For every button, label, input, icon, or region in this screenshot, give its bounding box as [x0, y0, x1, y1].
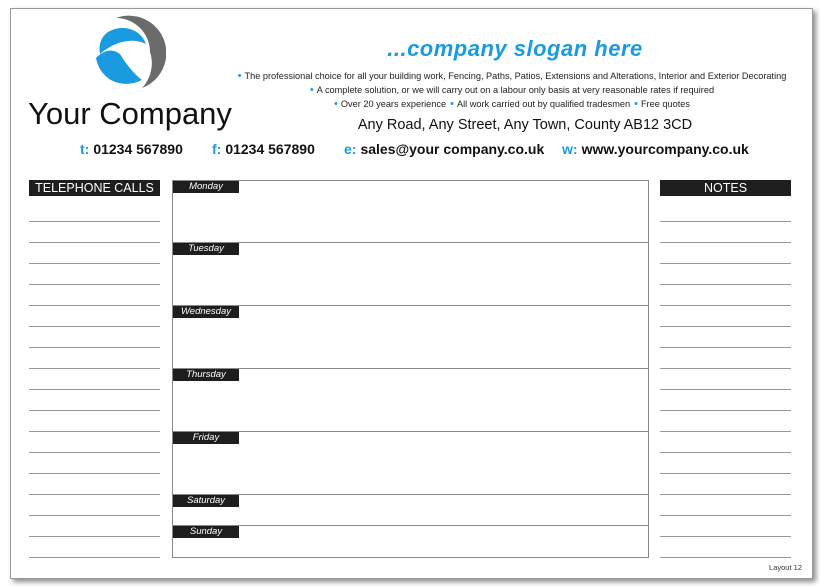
bullet-text: Free quotes	[640, 99, 690, 109]
telephone-line[interactable]	[29, 410, 160, 411]
bullet-text: The professional choice for all your building work, Fencing, Paths, Patios, Extensions and Alterations, Interior and Exterior Decorating	[244, 71, 787, 81]
notes-line[interactable]	[660, 473, 791, 474]
company-logo-icon	[86, 14, 166, 94]
notes-header: NOTES	[660, 180, 791, 196]
notes-line[interactable]	[660, 242, 791, 243]
telephone-line[interactable]	[29, 536, 160, 537]
day-box-friday[interactable]	[173, 432, 648, 495]
company-name: Your Company	[28, 96, 232, 131]
bullet-text: All work carried out by qualified tradesmen	[456, 99, 631, 109]
telephone-line[interactable]	[29, 515, 160, 516]
telephone-line[interactable]	[29, 557, 160, 558]
notes-line[interactable]	[660, 263, 791, 264]
fax-number: 01234 567890	[225, 141, 315, 157]
day-box-thursday[interactable]	[173, 369, 648, 432]
telephone-line[interactable]	[29, 326, 160, 327]
notes-line[interactable]	[660, 389, 791, 390]
bullet-text: Over 20 years experience	[340, 99, 447, 109]
telephone-line[interactable]	[29, 305, 160, 306]
fax-contact	[212, 141, 315, 157]
email-address: sales@your company.co.uk	[360, 141, 545, 157]
telephone-line[interactable]	[29, 473, 160, 474]
website-contact	[562, 141, 749, 157]
telephone-line[interactable]	[29, 242, 160, 243]
notes-line[interactable]	[660, 536, 791, 537]
telephone-line[interactable]	[29, 452, 160, 453]
week-planner	[172, 180, 649, 558]
web-key: w:	[562, 141, 578, 157]
notes-line[interactable]	[660, 452, 791, 453]
bullet-line-2: • A complete solution, or we will carry out on a labour only basis at very reasonable rates if required	[309, 84, 715, 96]
notes-line[interactable]	[660, 515, 791, 516]
telephone-contact	[80, 141, 183, 157]
tel-key: t:	[80, 141, 90, 157]
telephone-line[interactable]	[29, 221, 160, 222]
notes-line[interactable]	[660, 347, 791, 348]
email-key: e:	[344, 141, 357, 157]
bullet-line-1: • The professional choice for all your building work, Fencing, Paths, Patios, Extensions and Alterations, Interior and Exterior Decorating	[237, 70, 787, 82]
notes-line[interactable]	[660, 284, 791, 285]
telephone-calls-header: TELEPHONE CALLS	[29, 180, 160, 196]
telephone-line[interactable]	[29, 263, 160, 264]
email-contact	[344, 141, 544, 157]
telephone-line[interactable]	[29, 494, 160, 495]
notes-line[interactable]	[660, 221, 791, 222]
website-url: www.yourcompany.co.uk	[581, 141, 749, 157]
notes-line[interactable]	[660, 368, 791, 369]
day-box-monday[interactable]	[173, 181, 648, 243]
bullet-line-3: • Over 20 years experience • All work carried out by qualified tradesmen • Free quotes	[334, 98, 690, 110]
notes-line[interactable]	[660, 305, 791, 306]
fax-key: f:	[212, 141, 222, 157]
day-box-tuesday[interactable]	[173, 243, 648, 306]
telephone-line[interactable]	[29, 389, 160, 390]
day-label: Friday	[173, 432, 239, 444]
day-box-wednesday[interactable]	[173, 306, 648, 369]
notes-line[interactable]	[660, 494, 791, 495]
day-box-sunday[interactable]	[173, 526, 648, 556]
address: Any Road, Any Street, Any Town, County AB12 3CD	[357, 117, 693, 133]
day-label: Saturday	[173, 495, 239, 507]
company-slogan: ...company slogan here	[387, 36, 643, 61]
day-label: Monday	[173, 181, 239, 193]
day-label: Thursday	[173, 369, 239, 381]
layout-label: Layout 12	[769, 563, 802, 572]
telephone-line[interactable]	[29, 368, 160, 369]
tel-number: 01234 567890	[93, 141, 183, 157]
day-box-saturday[interactable]	[173, 495, 648, 526]
notes-line[interactable]	[660, 431, 791, 432]
notes-line[interactable]	[660, 326, 791, 327]
telephone-line[interactable]	[29, 347, 160, 348]
bullet-text: A complete solution, or we will carry out on a labour only basis at very reasonable rates if required	[316, 85, 715, 95]
telephone-line[interactable]	[29, 431, 160, 432]
notes-line[interactable]	[660, 557, 791, 558]
telephone-line[interactable]	[29, 284, 160, 285]
day-label: Tuesday	[173, 243, 239, 255]
day-label: Wednesday	[173, 306, 239, 318]
notes-line[interactable]	[660, 410, 791, 411]
day-label: Sunday	[173, 526, 239, 538]
